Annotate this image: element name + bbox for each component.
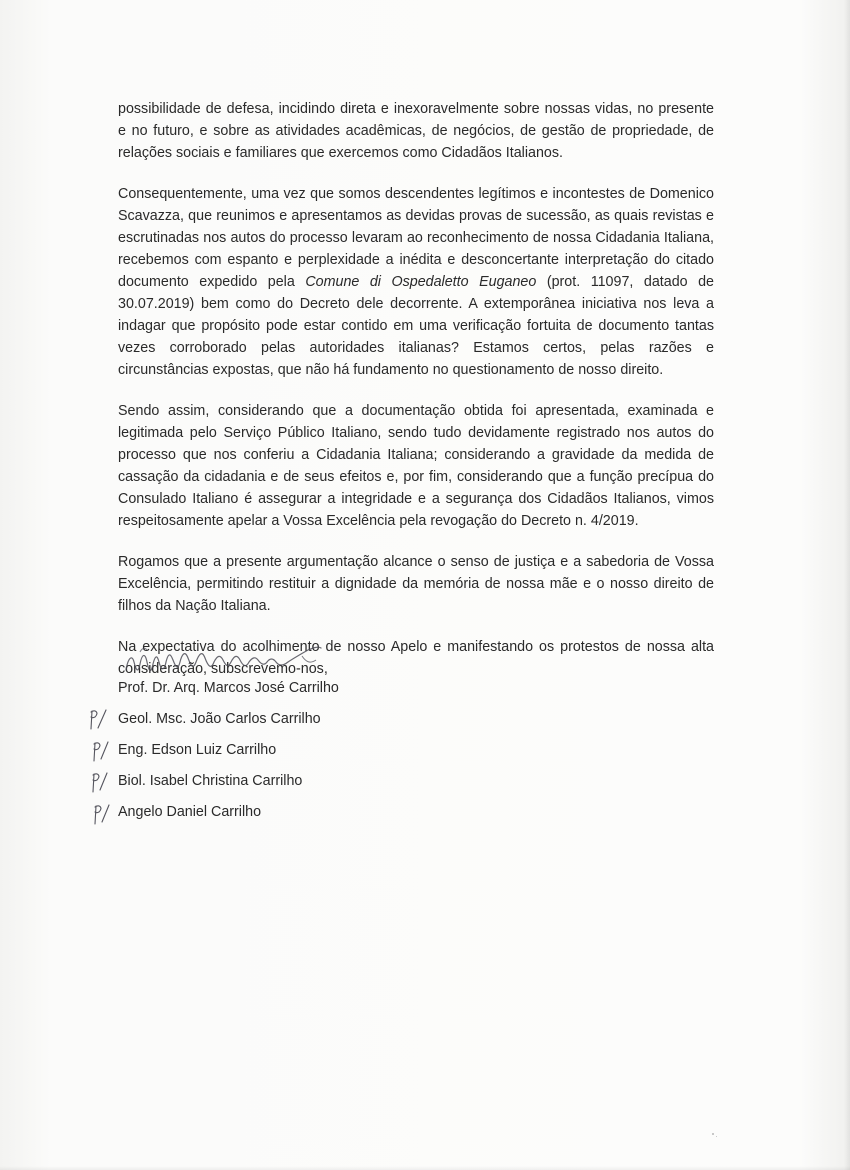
paragraph-text: Sendo assim, considerando que a documentação obtida foi apresentada, examinada e legitimada pelo Serviço Público Italiano, sendo tudo devidamente registrado nos autos do processo que nos conferiu a Cidadania Italiana; considerando a gravidade da medida de cassação da cidadania e de seus efeitos e, por fim, considerando que a função precípua do Consulado Italiano é assegurar a integridade e a segurança dos Cidadãos Italianos, vimos respeitosamente apelar a Vossa Excelência pela revogação do Decreto n. 4/2019. [118, 403, 714, 529]
paragraph-text: (prot. 11097, datado de 30.07.2019) bem como do Decreto dele decorrente. A extemporânea iniciativa nos leva a indagar que propósito pode estar contido em uma verificação fortuita de documento tantas vezes corroborado pelas autoridades italianas? Estamos certos, pelas razões e circunstâncias expostas, que não há fundamento no questionamento de nosso direito. [118, 274, 714, 378]
paragraph-defense-context [118, 98, 714, 164]
signer-row [86, 801, 486, 832]
paragraph-text: Consequentemente, uma vez que somos descendentes legítimos e incontestes de Domenico Scavazza, que reunimos e apresentamos as devidas provas de sucessão, as quais revistas e escrutinadas nos autos do processo levaram ao reconhecimento de nossa Cidadania Italiana, recebemos com espanto e perplexidade a inédita e desconcertante interpretação do citado documento expedido pela [118, 186, 714, 290]
paragraph-plea [118, 551, 714, 617]
signer-row [86, 708, 486, 739]
signer-name: Biol. Isabel Christina Carrilho [118, 773, 303, 789]
signer-row [86, 677, 486, 708]
page-edge-shadow-right [844, 0, 850, 1170]
paragraph-descendants [118, 183, 714, 381]
page-edge-shadow-bottom [0, 1166, 850, 1170]
signer-name: Angelo Daniel Carrilho [118, 804, 262, 820]
paragraph-text: Na expectativa do acolhimento de nosso Apelo e manifestando os protestos de nossa alta consideração, subscrevemo-nos, [118, 639, 714, 677]
scan-speck [716, 1136, 717, 1137]
pp-handwritten-mark [86, 737, 114, 765]
paragraph-text: possibilidade de defesa, incidindo direta e inexoravelmente sobre nossas vidas, no presente e no futuro, e sobre as atividades acadêmicas, de negócios, de gestão de propriedade, de relações sociais e familiares que exercemos como Cidadãos Italianos. [118, 101, 714, 161]
pp-handwritten-mark [86, 799, 114, 827]
letter-body [118, 98, 714, 699]
signer-name: Eng. Edson Luiz Carrilho [118, 742, 277, 758]
pp-handwritten-mark [86, 706, 114, 734]
comune-name-italic: Comune di Ospedaletto Euganeo [305, 274, 537, 290]
paragraph-text: Rogamos que a presente argumentação alcance o senso de justiça e a sabedoria de Vossa Excelência, permitindo restituir a dignidade da memória de nossa mãe e o nosso direito de filhos da Nação Italiana. [118, 554, 714, 614]
paragraph-appeal-reasoning [118, 400, 714, 532]
scan-speck [712, 1133, 714, 1135]
signers-list [86, 677, 486, 832]
signer-row [86, 739, 486, 770]
signer-name: Prof. Dr. Arq. Marcos José Carrilho [118, 680, 339, 696]
pp-handwritten-mark [86, 768, 114, 796]
signer-name: Geol. Msc. João Carlos Carrilho [118, 711, 321, 727]
handwritten-signature [118, 640, 333, 682]
signer-row [86, 770, 486, 801]
